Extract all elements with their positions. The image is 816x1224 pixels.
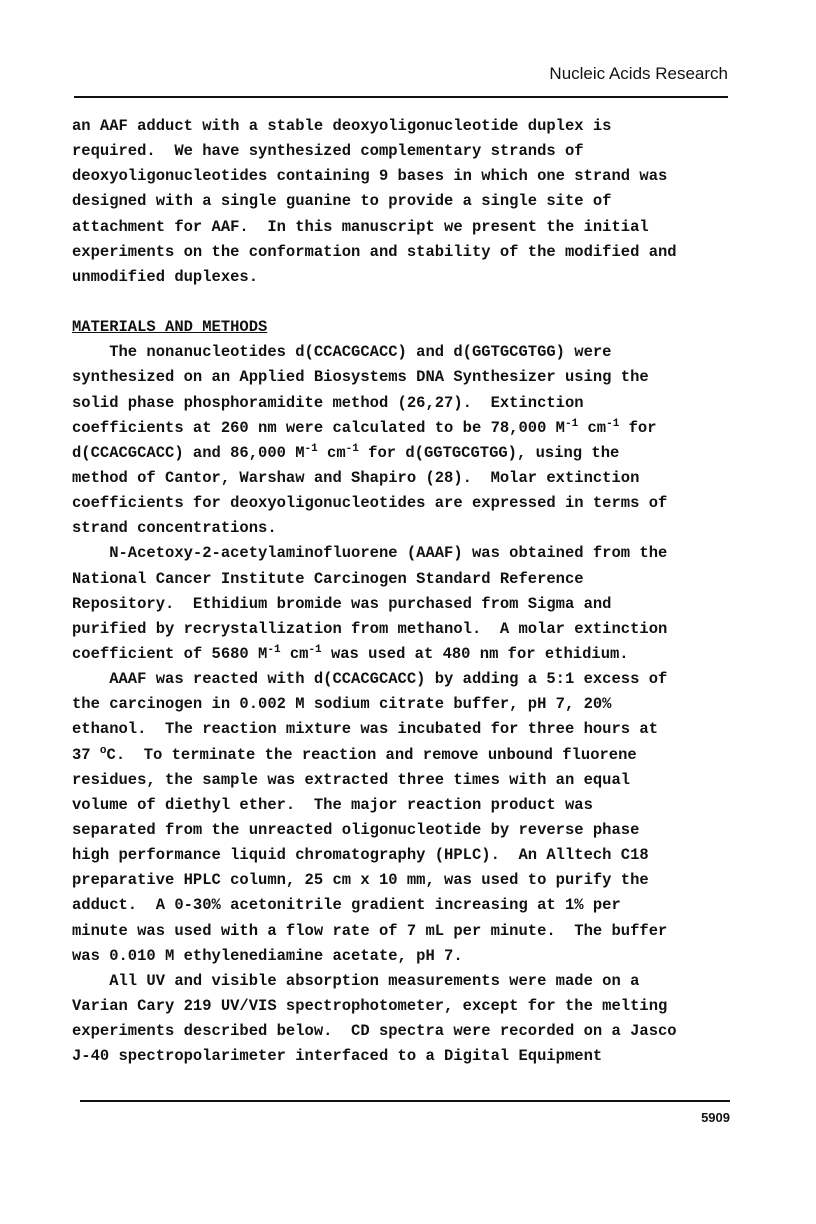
text-line	[72, 441, 740, 466]
superscript: -1	[308, 643, 322, 656]
paragraph-gap	[72, 290, 740, 315]
text-line: ethanol. The reaction mixture was incubated for three hours at	[72, 720, 658, 739]
text-line: deoxyoligonucleotides containing 9 bases in which one strand was	[72, 167, 668, 186]
superscript: -1	[267, 643, 281, 656]
text-span: cm	[317, 443, 346, 462]
text-line	[72, 416, 740, 441]
text-line: unmodified duplexes.	[72, 267, 259, 286]
text-span: for	[619, 418, 657, 437]
text-line: N-Acetoxy-2-acetylaminofluorene (AAAF) was obtained from the	[72, 544, 668, 563]
text-line: AAAF was reacted with d(CCACGCACC) by adding a 5:1 excess of	[72, 670, 668, 689]
text-span: C. To terminate the reaction and remove unbound fluorene	[106, 745, 637, 764]
text-line: experiments on the conformation and stability of the modified and	[72, 242, 677, 261]
text-span: coefficient of 5680 M	[72, 644, 268, 663]
text-span: cm	[578, 418, 607, 437]
degree-superscript: o	[99, 744, 107, 757]
page-body	[72, 114, 740, 1069]
text-line: separated from the unreacted oligonucleotide by reverse phase	[72, 820, 640, 839]
text-line	[72, 642, 740, 667]
text-line: an AAF adduct with a stable deoxyoligonucleotide duplex is	[72, 117, 612, 135]
text-span: cm	[280, 644, 309, 663]
text-line: the carcinogen in 0.002 M sodium citrate buffer, pH 7, 20%	[72, 695, 612, 714]
text-span: was used at 480 nm for ethidium.	[321, 644, 629, 663]
text-line: Varian Cary 219 UV/VIS spectrophotometer, except for the melting	[72, 996, 668, 1015]
text-span: for d(GGTGCGTGG), using the	[358, 443, 620, 462]
text-line: preparative HPLC column, 25 cm x 10 mm, was used to purify the	[72, 871, 649, 890]
text-line: method of Cantor, Warshaw and Shapiro (28). Molar extinction	[72, 468, 640, 487]
page-number: 5909	[701, 1110, 730, 1125]
text-span: d(CCACGCACC) and 86,000 M	[72, 443, 305, 462]
text-line: minute was used with a flow rate of 7 mL per minute. The buffer	[72, 921, 668, 940]
text-line: strand concentrations.	[72, 519, 277, 538]
superscript: -1	[606, 417, 620, 430]
text-line: All UV and visible absorption measurements were made on a	[72, 971, 640, 990]
footer-rule	[80, 1100, 730, 1102]
section-heading: MATERIALS AND METHODS	[72, 318, 268, 337]
text-line: residues, the sample was extracted three times with an equal	[72, 770, 631, 789]
text-line: adduct. A 0-30% acetonitrile gradient increasing at 1% per	[72, 896, 621, 915]
text-line: J-40 spectropolarimeter interfaced to a Digital Equipment	[72, 1047, 603, 1066]
text-line: National Cancer Institute Carcinogen Standard Reference	[72, 569, 584, 588]
text-line: coefficients for deoxyoligonucleotides are expressed in terms of	[72, 494, 668, 513]
text-line: Repository. Ethidium bromide was purchased from Sigma and	[72, 594, 612, 613]
text-line: volume of diethyl ether. The major reaction product was	[72, 795, 593, 814]
text-line: purified by recrystallization from methanol. A molar extinction	[72, 619, 668, 638]
text-line: high performance liquid chromatography (HPLC). An Alltech C18	[72, 846, 649, 865]
journal-title: Nucleic Acids Research	[549, 64, 728, 83]
text-line: was 0.010 M ethylenediamine acetate, pH 7.	[72, 946, 463, 965]
text-line: attachment for AAF. In this manuscript we present the initial	[72, 217, 649, 236]
text-line: required. We have synthesized complementary strands of	[72, 142, 584, 161]
text-span: coefficients at 260 nm were calculated to be 78,000 M	[72, 418, 565, 437]
superscript: -1	[345, 442, 359, 455]
text-line: designed with a single guanine to provide a single site of	[72, 192, 612, 211]
superscript: -1	[564, 417, 579, 430]
text-line: solid phase phosphoramidite method (26,27). Extinction	[72, 393, 584, 412]
text-line: synthesized on an Applied Biosystems DNA Synthesizer using the	[72, 368, 649, 387]
text-line: The nonanucleotides d(CCACGCACC) and d(GGTGCGTGG) were	[72, 343, 612, 362]
text-span: 37	[72, 745, 100, 764]
superscript: -1	[304, 442, 318, 455]
running-header	[74, 64, 728, 98]
text-line	[72, 743, 740, 768]
text-line: experiments described below. CD spectra were recorded on a Jasco	[72, 1022, 677, 1041]
